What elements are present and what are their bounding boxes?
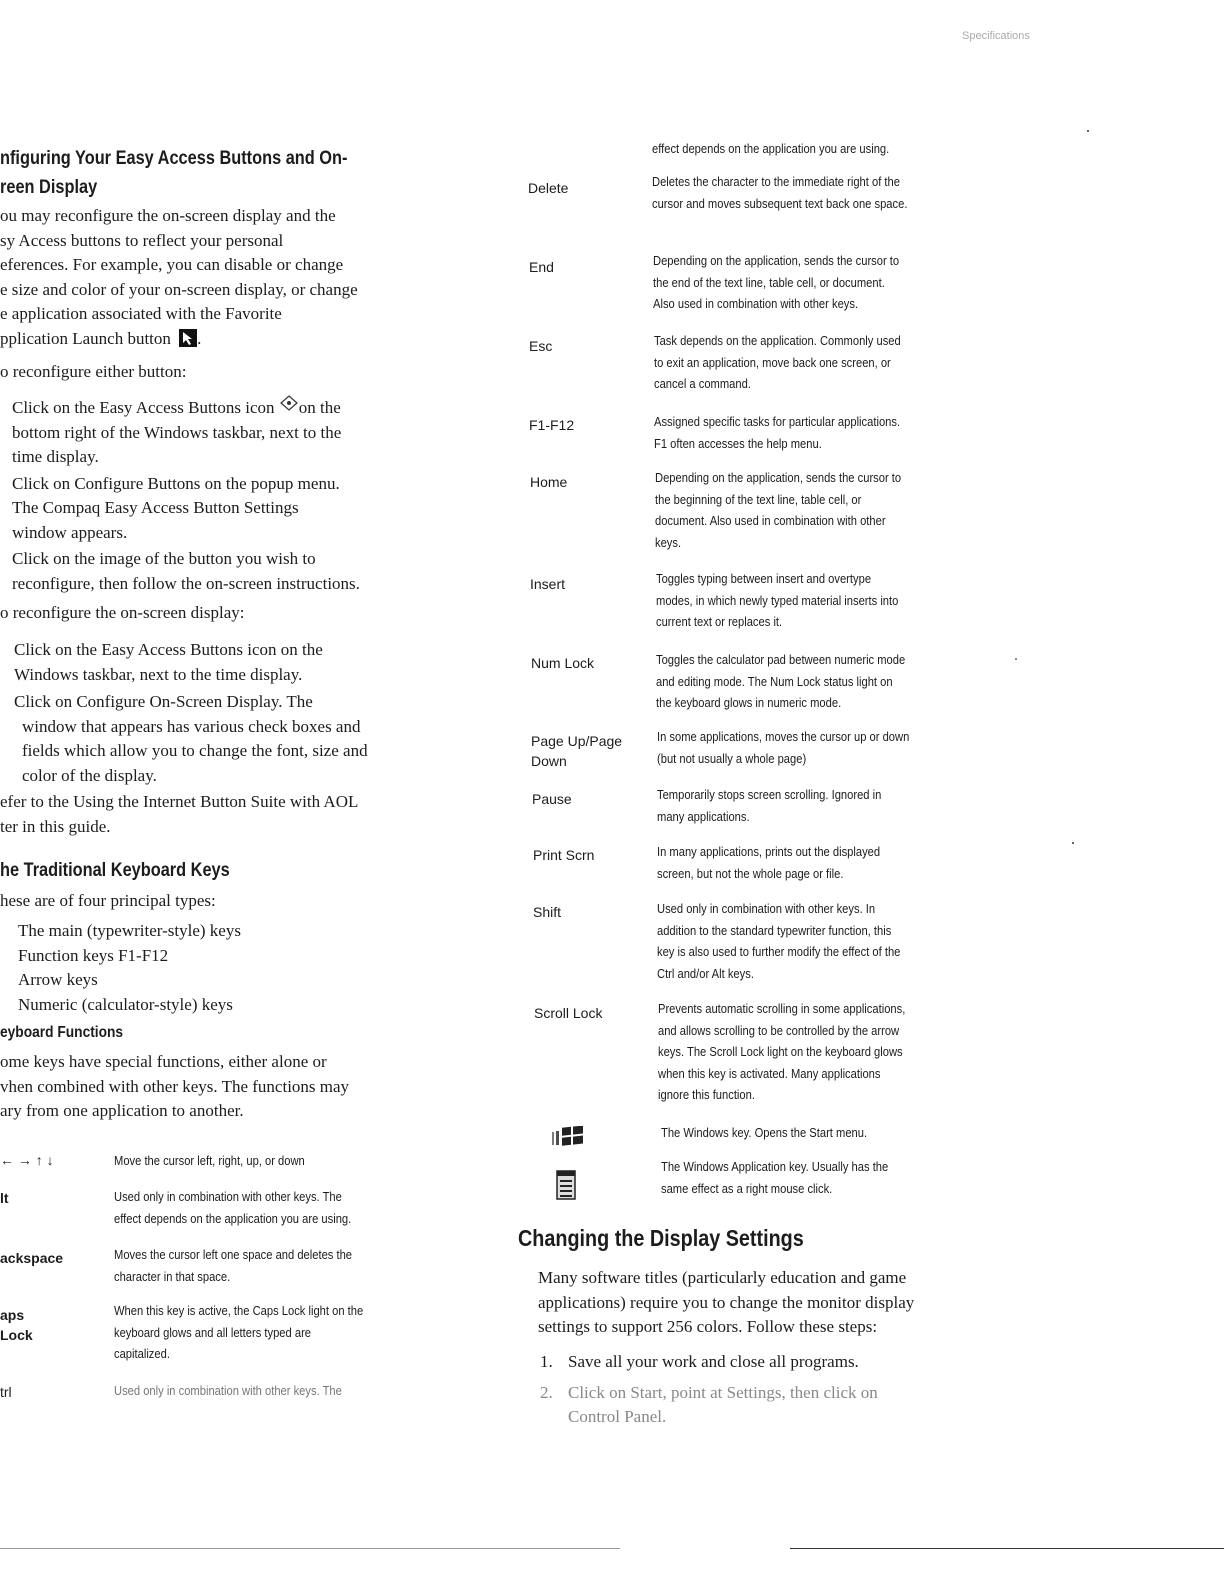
desc-line: and editing mode. The Num Lock status light on (656, 673, 893, 689)
table-row-key: ackspace (0, 1250, 64, 1266)
application-key-icon (556, 1170, 576, 1205)
table-row-key: ← → ↑ ↓ (0, 1152, 54, 1168)
text-line: on the (298, 398, 341, 417)
step-number: 1. (540, 1352, 553, 1371)
desc-line: cursor and moves subsequent text back one space. (652, 195, 908, 211)
desc-line: (but not usually a whole page) (657, 750, 807, 766)
text-line: settings to support 256 colors. Follow these steps: (538, 1317, 878, 1336)
desc-line: capitalized. (114, 1346, 170, 1361)
table-row-key: End (529, 259, 554, 275)
header-mark: Specifications (962, 30, 1030, 42)
table-row-desc (655, 467, 941, 553)
desc-line: modes, in which newly typed material inserts into (656, 592, 899, 608)
desc-line: Moves the cursor left one space and deletes the (114, 1247, 353, 1262)
heading-line: nfiguring Your Easy Access Buttons and On- (0, 148, 348, 169)
desc-line: Ctrl and/or Alt keys. (657, 965, 754, 981)
text-line: ome keys have special functions, either alone or (0, 1052, 327, 1071)
text-line: Click on the image of the button you wish to (12, 549, 316, 568)
table-row-desc (657, 726, 950, 769)
table-row-key: Home (530, 474, 568, 490)
text-line: sy Access buttons to reflect your personal (0, 230, 284, 250)
text-line: reconfigure, then follow the on-screen instructions. (12, 573, 360, 593)
table-row-key: Page Up/Page Down (531, 733, 623, 769)
scan-speck (1015, 658, 1017, 660)
desc-line: Assigned specific tasks for particular applications. (654, 414, 901, 429)
desc-line: keys. (655, 534, 682, 550)
table-row-desc (658, 998, 946, 1106)
desc-line: same effect as a right mouse click. (661, 1180, 833, 1196)
keys-intro: hese are of four principal types: (0, 891, 216, 910)
desc-line: the keyboard glows in numeric mode. (656, 695, 842, 710)
desc-line: Depending on the application, sends the cursor to (655, 470, 902, 485)
text-line: bottom right of the Windows taskbar, next to the (12, 422, 342, 442)
table-row-desc (654, 330, 941, 395)
bottom-rule-right (790, 1548, 1224, 1549)
text-line: e size and color of your on-screen display, or change (0, 279, 358, 299)
list-item (540, 1350, 878, 1375)
table-row-desc (653, 250, 939, 315)
desc-line: Move the cursor left, right, up, or down (114, 1153, 305, 1168)
desc-line: Task depends on the application. Commonly used (654, 333, 901, 348)
desc-line: current text or replaces it. (656, 614, 783, 629)
text-line: Click on Configure On-Screen Display. The (14, 692, 313, 711)
desc-line: In many applications, prints out the displayed (657, 844, 881, 859)
desc-line: screen, but not the whole page or file. (657, 865, 844, 881)
desc-line: The Windows key. Opens the Start menu. (661, 1125, 868, 1140)
table-row-desc (656, 568, 938, 633)
list-item (540, 1381, 878, 1430)
desc-line: F1 often accesses the help menu. (654, 435, 822, 451)
desc-line: Prevents automatic scrolling in some applications, (658, 1001, 906, 1016)
table-row-key: Print Scrn (533, 847, 595, 863)
heading-text: eyboard Functions (0, 1024, 124, 1041)
desc-line: Deletes the character to the immediate right of the (652, 174, 900, 189)
table-row-key: F1-F12 (529, 417, 575, 433)
desc-line: ignore this function. (658, 1087, 755, 1102)
application-key-desc (661, 1156, 925, 1199)
heading-line: reen Display (0, 177, 98, 198)
text-line: Save all your work and close all programs. (568, 1352, 859, 1371)
display-steps-list (540, 1350, 878, 1430)
reconfigure-display-heading: o reconfigure the on-screen display: (0, 603, 245, 622)
desc-line: The Windows Application key. Usually has the (661, 1159, 889, 1174)
desc-line: document. Also used in combination with other (655, 513, 886, 528)
desc-line: keys. The Scroll Lock light on the keyboard glows (658, 1044, 903, 1059)
table-row-desc (656, 649, 946, 714)
table-row-desc (657, 784, 918, 827)
text-line: eferences. For example, you can disable or change (0, 255, 344, 274)
desc-line: In some applications, moves the cursor up or down (657, 729, 910, 744)
text-line: Click on the Easy Access Buttons icon on the (14, 640, 323, 659)
table-row-desc (657, 841, 916, 884)
desc-line: to exit an application, move back one screen, or (654, 354, 891, 370)
text-line: ary from one application to another. (0, 1101, 244, 1120)
display-intro-paragraph (538, 1266, 914, 1340)
text-line: window that appears has various check boxes and (22, 716, 361, 736)
bottom-rule-left (0, 1548, 620, 1549)
text-line: Many software titles (particularly education and game (538, 1268, 907, 1287)
text-line: color of the display. (22, 765, 157, 785)
display-settings-heading (518, 1225, 850, 1252)
table-row-key: trl (0, 1384, 12, 1400)
scan-speck (1087, 130, 1089, 132)
desc-line: and allows scrolling to be controlled by the arrow (658, 1022, 900, 1038)
desc-line: the end of the text line, table cell, or document. (653, 274, 885, 290)
text-line: applications) require you to change the monitor display (538, 1292, 915, 1312)
table-row-key: Insert (530, 576, 566, 592)
scan-speck (1072, 842, 1074, 844)
desc-line: many applications. (657, 808, 750, 824)
text-line: fields which allow you to change the font, size and (22, 741, 368, 760)
text-line: The Compaq Easy Access Button Settings (12, 498, 299, 517)
text-line: window appears. (12, 522, 128, 542)
desc-line: key is also used to further modify the effect of the (657, 944, 901, 959)
text-line: e application associated with the Favorite (0, 304, 282, 323)
list-item: The main (typewriter-style) keys (18, 921, 241, 940)
table-row-key: Delete (528, 180, 569, 196)
windows-key-desc (661, 1122, 901, 1144)
text-line: vhen combined with other keys. The functions may (0, 1076, 350, 1096)
text-line: Windows taskbar, next to the time display. (14, 664, 303, 684)
text-line: ou may reconfigure the on-screen display and the (0, 206, 336, 225)
windows-key-icon (550, 1126, 586, 1157)
desc-line: Used only in combination with other keys. The (114, 1189, 342, 1204)
table-row-desc (654, 411, 940, 454)
table-row-key: aps Lock (0, 1307, 33, 1343)
desc-line: When this key is active, the Caps Lock light on the (114, 1303, 364, 1318)
desc-line: addition to the standard typewriter function, this (657, 922, 892, 938)
table-row-key: Num Lock (531, 655, 595, 671)
intro-paragraph: ou may reconfigure the on-screen display and the sy Access buttons to reflect your personal eferences. For example, you can disable or change e size and color of your on-screen display, or change e application associated with the Favorite pplication Launch button . (0, 204, 358, 354)
desc-line: effect depends on the application you are using. (114, 1210, 352, 1226)
list-item: Function keys F1-F12 (18, 945, 169, 965)
desc-line: effect depends on the application you are using. (652, 141, 890, 156)
table-row-desc (657, 898, 940, 984)
step-number: 2. (540, 1382, 553, 1402)
text-line: pplication Launch button (0, 328, 171, 348)
table-row-desc (652, 171, 949, 214)
text-line: efer to the Using the Internet Button Suite with AOL (0, 792, 359, 811)
heading-text: he Traditional Keyboard Keys (0, 860, 230, 881)
desc-line: character in that space. (114, 1268, 231, 1284)
desc-line: Toggles typing between insert and overtype (656, 571, 872, 586)
desc-line: keyboard glows and all letters typed are (114, 1324, 312, 1340)
table-row-key: lt (0, 1190, 9, 1206)
heading-text: Changing the Display Settings (518, 1225, 804, 1251)
table-row-key: Shift (533, 904, 562, 920)
desc-line: Used only in combination with other keys. The (114, 1383, 342, 1398)
text-line: Click on Configure Buttons on the popup menu. (12, 473, 340, 493)
desc-line: the beginning of the text line, table cell, or (655, 491, 862, 507)
text-line: ter in this guide. (0, 816, 111, 836)
desc-line: Toggles the calculator pad between numeric mode (656, 652, 906, 667)
table-row-key: Pause (532, 791, 572, 807)
reconfigure-button-heading: o reconfigure either button: (0, 362, 187, 381)
text-line: Control Panel. (568, 1407, 667, 1426)
desc-line: Also used in combination with other keys. (653, 296, 859, 311)
list-item: Numeric (calculator-style) keys (18, 994, 233, 1014)
list-item: Arrow keys (18, 970, 98, 989)
text-line: time display. (12, 447, 99, 466)
desc-line: Used only in combination with other keys. In (657, 901, 876, 916)
continued-line (652, 138, 928, 160)
desc-line: Temporarily stops screen scrolling. Ignored in (657, 787, 882, 802)
table-row-key: Esc (529, 338, 553, 354)
text-line: Click on the Easy Access Buttons icon (12, 398, 275, 417)
desc-line: when this key is activated. Many applications (658, 1065, 881, 1081)
desc-line: Depending on the application, sends the cursor to (653, 253, 900, 268)
table-row-key: Scroll Lock (534, 1005, 603, 1021)
text-line: Click on Start, point at Settings, then click on (568, 1382, 878, 1402)
desc-line: cancel a command. (654, 376, 751, 391)
